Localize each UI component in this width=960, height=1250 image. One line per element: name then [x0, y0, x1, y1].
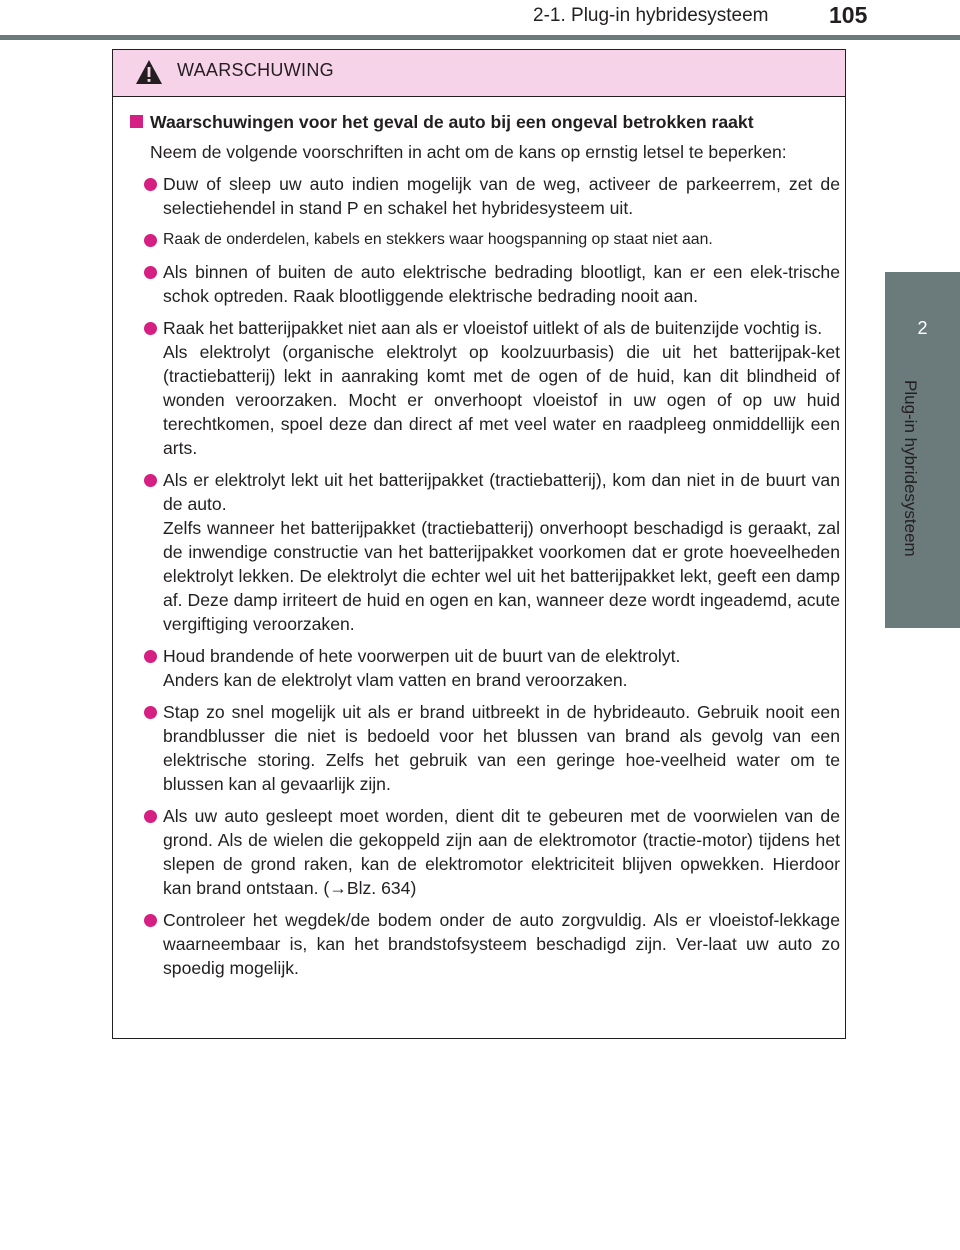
- list-item-text: Raak de onderdelen, kabels en stekkers waar hoogspanning op staat niet aan.: [163, 231, 713, 248]
- warning-box: [112, 49, 846, 1039]
- list-item: [130, 172, 840, 220]
- section-title: 2-1. Plug-in hybridesysteem: [533, 5, 769, 26]
- list-item-text: Raak het batterijpakket niet aan als er vloeistof uitlekt of als de buitenzijde vochtig is.: [163, 318, 823, 338]
- list-item-text: Als binnen of buiten de auto elektrische bedrading blootligt, kan er een elek-trische schok optreden. Raak blootliggende elektrische bedrading nooit aan.: [163, 262, 840, 306]
- list-item-text: Stap zo snel mogelijk uit als er brand uitbreekt in de hybrideauto. Gebruik nooit een brandblusser die niet is bedoeld voor het blussen van brand als gevolg van een elektrische storing. Zelfs het gebruik van een geringe hoe-veelheid water om te blussen kan al gevaarlijk zijn.: [163, 702, 840, 794]
- bullet-dot-icon: [144, 650, 157, 663]
- list-item: [130, 260, 840, 308]
- bullet-dot-icon: [144, 474, 157, 487]
- list-item-text: Zelfs wanneer het batterijpakket (tractiebatterij) onverhoopt beschadigd is geraakt, zal de inwendige constructie van het batterijpakket voorkomen dat er grote hoeveelheden elektrolyt lekken. De elektrolyt die echter wel uit het batterijpakket lekt, geeft een damp af. Deze damp irriteert de huid en ogen en kan, wanneer deze wordt ingeademd, acute vergiftiging veroorzaken.: [163, 518, 840, 634]
- bullet-dot-icon: [144, 178, 157, 191]
- warning-intro: Neem de volgende voorschriften in acht om de kans op ernstig letsel te beperken:: [150, 142, 787, 162]
- warning-triangle-icon: [135, 59, 163, 85]
- header-rule: [0, 35, 960, 40]
- bullet-dot-icon: [144, 234, 157, 247]
- warning-title: WAARSCHUWING: [177, 60, 334, 80]
- warning-heading-text: Waarschuwingen voor het geval de auto bij een ongeval betrokken raakt: [150, 112, 754, 132]
- chapter-label: Plug-in hybridesysteem: [901, 380, 920, 557]
- list-item-text: Houd brandende of hete voorwerpen uit de buurt van de elektrolyt.: [163, 646, 681, 666]
- warning-heading: [130, 110, 840, 134]
- page-number: 105: [829, 2, 868, 28]
- list-item-text: Anders kan de elektrolyt vlam vatten en brand veroorzaken.: [163, 670, 628, 690]
- list-item-text: Als er elektrolyt lekt uit het batterijpakket (tractiebatterij), kom dan niet in de buurt van de auto.: [163, 470, 840, 514]
- bullet-dot-icon: [144, 322, 157, 335]
- bullet-dot-icon: [144, 914, 157, 927]
- list-item: [130, 908, 840, 980]
- chapter-tab: [885, 272, 960, 628]
- list-item-text: Duw of sleep uw auto indien mogelijk van de weg, activeer de parkeerrem, zet de selectiehendel in stand P en schakel het hybridesysteem uit.: [163, 174, 840, 218]
- list-item: [130, 700, 840, 796]
- bullet-dot-icon: [144, 706, 157, 719]
- list-item-text: Controleer het wegdek/de bodem onder de auto zorgvuldig. Als er vloeistof-lekkage waarneembaar is, kan het brandstofsysteem beschadigd zijn. Ver-laat uw auto zo spoedig mogelijk.: [163, 910, 840, 978]
- bullet-dot-icon: [144, 810, 157, 823]
- chapter-number: 2: [917, 318, 928, 338]
- list-item: [130, 316, 840, 460]
- list-item-text: Als uw auto gesleept moet worden, dient dit te gebeuren met de voorwielen van de grond. Als de wielen die gekoppeld zijn aan de elektromotor (tractie-motor) tijdens het slepen de grond raken, kan de elektromotor elektriciteit blijven opwekken. Hierdoor kan brand ontstaan. (→Blz. 634): [163, 806, 840, 898]
- list-item-text: Als elektrolyt (organische elektrolyt op koolzuurbasis) die uit het batterijpak-ket (tractiebatterij) lekt in aanraking komt met de ogen of de huid, kan dit blindheid of wonden veroorzaken. Mocht er onverhoopt vloeistof in uw ogen of op uw huid terechtkomen, spoel deze dan direct af met veel water en raadpleeg onmiddellijk een arts.: [163, 342, 840, 458]
- list-item: [130, 804, 840, 900]
- list-item: [130, 468, 840, 636]
- bullet-dot-icon: [144, 266, 157, 279]
- list-item: [130, 228, 840, 252]
- chapter-label-wrapper: [900, 380, 922, 600]
- warning-header: [113, 50, 845, 97]
- list-item: [130, 644, 840, 692]
- warning-content: [130, 110, 840, 988]
- square-bullet-icon: [130, 115, 143, 128]
